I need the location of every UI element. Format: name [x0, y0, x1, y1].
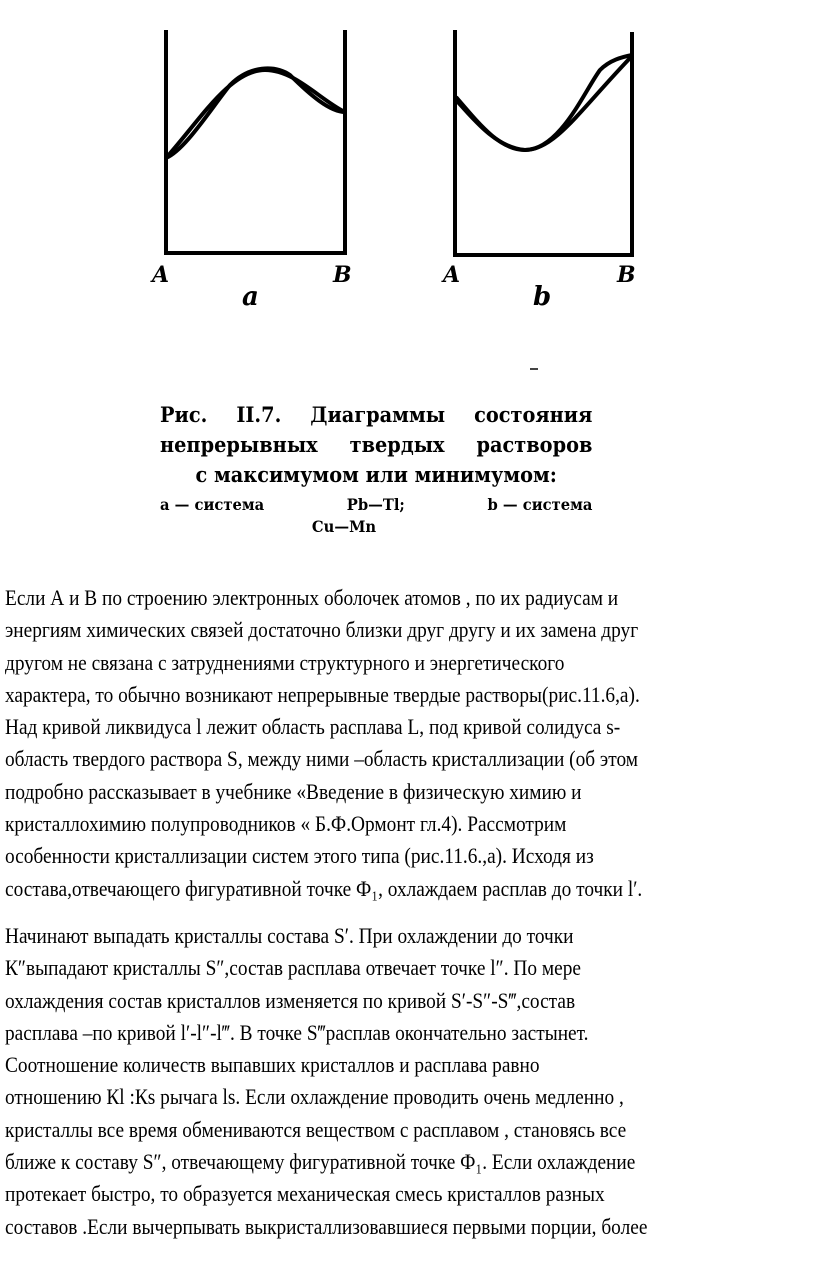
text-line: отношению Кl :Кs рычага ls. Если охлаждение проводить очень медленно , — [5, 1084, 624, 1110]
text-line: Соотношение количеств выпавших кристаллов и расплава равно — [5, 1052, 540, 1078]
figure-caption — [160, 400, 592, 538]
text-line: характера, то обычно возникают непрерывные твердые растворы(рис.11.6,а). — [5, 681, 640, 707]
text-line: К″выпадают кристаллы S″,состав расплава отвечает точке l″. По мере — [5, 955, 581, 981]
caption-word: растворов — [476, 432, 593, 457]
paragraph-2 — [5, 920, 752, 1243]
caption-word: Рис. — [160, 402, 208, 427]
solidus-curve-a — [166, 68, 345, 158]
diagram-a — [166, 30, 345, 253]
text-line: состава,отвечающего фигуративной точке Ф₁, охлаждаем расплав до точки l′. — [5, 875, 643, 901]
caption-word: непрерывных — [160, 432, 318, 457]
text-line: расплава –по кривой l′-l″-l‴. В точке S‴расплав окончательно застынет. — [5, 1019, 589, 1045]
caption-cu-mn: Cu—Mn — [311, 517, 377, 536]
text-line: протекает быстро, то образуется механическая смесь кристаллов разных — [5, 1181, 605, 1207]
caption-word: Диаграммы — [310, 402, 446, 427]
label-a-left: A — [152, 262, 170, 288]
caption-word: состояния — [474, 402, 593, 427]
caption-line: с максимумом или минимумом: — [195, 462, 557, 487]
liquidus-curve-a — [166, 70, 345, 158]
liquidus-curve-b — [456, 55, 632, 150]
text-line: составов .Если вычерпывать выкристаллизовавшиеся первыми порции, более — [5, 1213, 648, 1239]
text-line: энергиям химических связей достаточно близки друг другу и их замена друг — [5, 617, 639, 643]
text-line: подробно рассказывает в учебнике «Введение в физическую химию и — [5, 778, 582, 804]
label-a-sub: a — [242, 282, 259, 312]
caption-word: твердых — [349, 432, 445, 457]
label-b-right: B — [617, 262, 636, 288]
text-line: Если А и В по строению электронных оболочек атомов , по их радиусам и — [5, 585, 619, 610]
label-a-right: B — [333, 262, 352, 288]
text-line: область твердого раствора S, между ними –область кристаллизации (об этом — [5, 746, 639, 772]
text-line: охлаждения состав кристаллов изменяется по кривой S′-S″-S‴,состав — [5, 987, 576, 1013]
caption-system-a: a — система — [160, 495, 265, 514]
label-b-left: A — [443, 262, 461, 288]
caption-word: II.7. — [236, 402, 282, 427]
diagram-b — [455, 30, 632, 255]
label-b-sub: b — [533, 282, 552, 312]
text-line: ближе к составу S″, отвечающему фигуративной точке Ф₁. Если охлаждение — [5, 1149, 636, 1175]
paragraph-1 — [5, 582, 746, 905]
text-line: Начинают выпадать кристаллы состава S′. При охлаждении до точки — [5, 923, 574, 948]
caption-pb-tl: Pb—Tl; — [346, 495, 405, 514]
text-line: Над кривой ликвидуса l лежит область расплава L, под кривой солидуса s- — [5, 714, 621, 740]
text-line: особенности кристаллизации систем этого типа (рис.11.6.,а). Исходя из — [5, 843, 594, 869]
text-line: кристаллохимию полупроводников « Б.Ф.Ормонт гл.4). Рассмотрим — [5, 811, 567, 837]
solidus-curve-b — [456, 56, 632, 150]
text-line: кристаллы все время обмениваются веществом с расплавом , становясь все — [5, 1116, 627, 1142]
text-line: другом не связана с затруднениями структурного и энергетического — [5, 649, 565, 675]
caption-system-b: b — система — [487, 495, 593, 514]
